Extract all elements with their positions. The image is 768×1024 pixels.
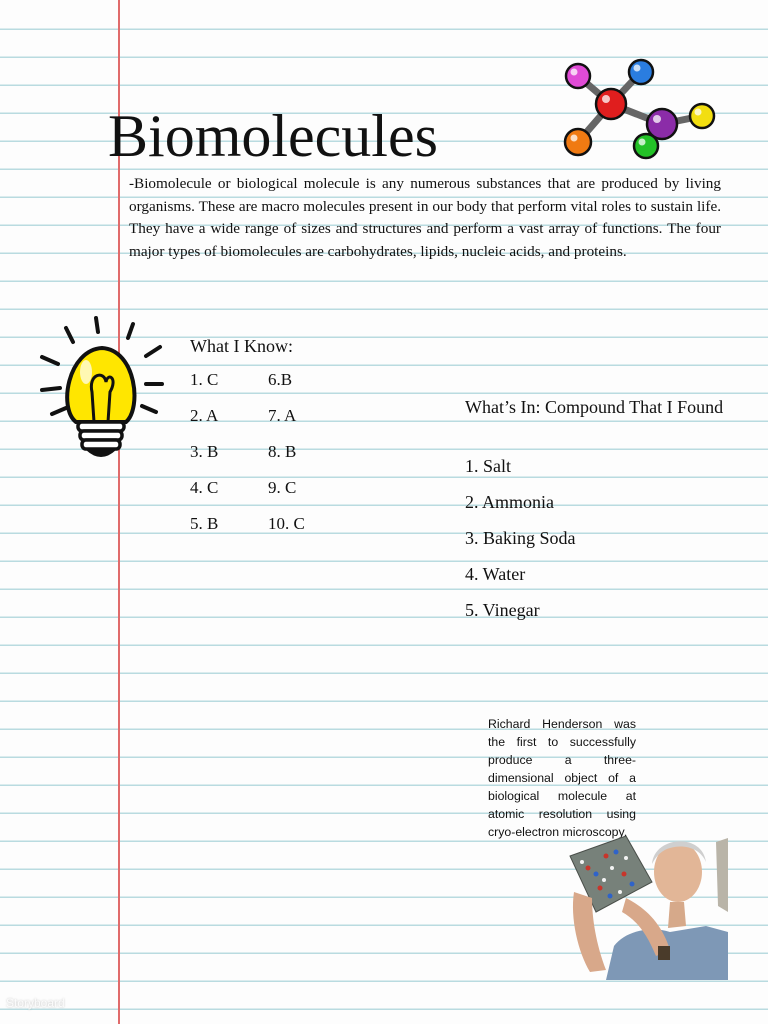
answer-item: 6.B: [268, 370, 293, 389]
compound-item: 2. Ammonia: [465, 492, 554, 512]
intro-paragraph: -Biomolecule or biological molecule is any numerous substances that are produced by living organisms. These are macro molecules present in our body that perform vital roles to sustain life. They have a wide range of sizes and structures and perform a vast array of functions. The four major types of biomolecules are carbohydrates, lipids, nucleic acids, and proteins.: [129, 175, 721, 260]
answer-item: 8. B: [268, 442, 297, 461]
compound-item: 4. Water: [465, 564, 526, 584]
answer-row: [190, 512, 305, 548]
answer-item: 5. B: [190, 514, 219, 533]
answer-item: 2. A: [190, 406, 219, 425]
molecule-icon: [556, 54, 724, 164]
answer-row: [190, 476, 305, 512]
answer-item: 9. C: [268, 478, 297, 497]
compound-item: 1. Salt: [465, 456, 512, 476]
answer-item: 7. A: [268, 406, 297, 425]
henderson-caption: Richard Henderson was the first to successfully produce a three-dimensional object of a biological molecule at atomic resolution using cryo-electron microscopy.: [488, 717, 636, 839]
compound-item: 5. Vinegar: [465, 600, 540, 620]
watermark: Storyboard: [6, 996, 65, 1010]
answer-item: 1. C: [190, 370, 219, 389]
whats-in-heading: What’s In: Compound That I Found: [465, 397, 724, 417]
answer-item: 3. B: [190, 442, 219, 461]
lightbulb-icon: [38, 312, 168, 470]
compound-list: [465, 454, 576, 634]
answer-row: [190, 404, 305, 440]
answer-row: [190, 440, 305, 476]
answer-item: 10. C: [268, 514, 305, 533]
what-i-know-list: [190, 368, 305, 548]
compound-item: 3. Baking Soda: [465, 528, 576, 548]
answer-item: 4. C: [190, 478, 219, 497]
what-i-know-heading: What I Know:: [190, 336, 293, 356]
scientist-photo: [566, 822, 728, 980]
answer-row: [190, 368, 305, 404]
page-title: Biomolecules: [108, 103, 438, 169]
